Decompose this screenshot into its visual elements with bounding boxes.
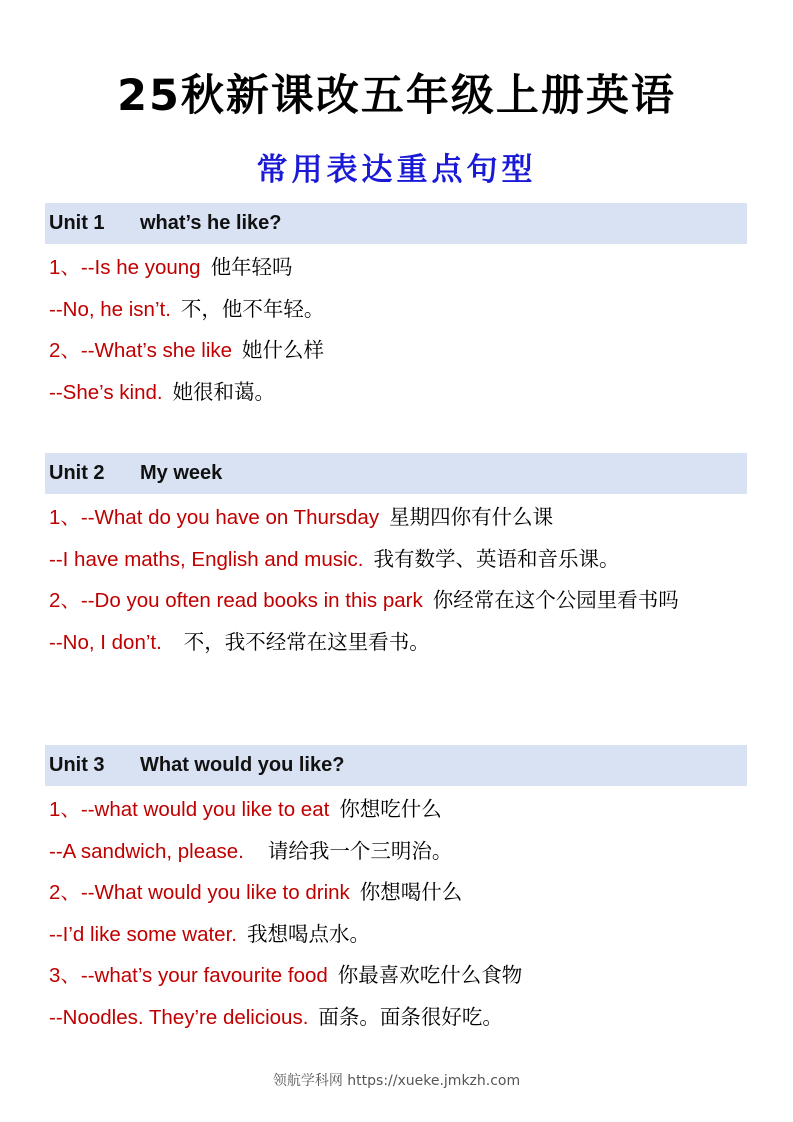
sentence-line <box>45 997 747 1039</box>
sentence-line <box>45 580 749 622</box>
sentence-line <box>45 539 747 581</box>
english-sentence: --I have maths, English and music. <box>49 547 364 571</box>
page-subtitle: 常用表达重点句型 <box>256 152 537 188</box>
sentence-line <box>45 955 747 997</box>
sentence-line <box>45 497 747 539</box>
english-sentence: --No, he isn’t. <box>49 297 171 321</box>
sentence-line <box>45 831 747 873</box>
chinese-translation: 我想喝点水。 <box>246 921 370 946</box>
sentence-line <box>45 789 747 831</box>
sentence-line <box>45 330 747 372</box>
english-sentence: --I’d like some water. <box>49 922 237 946</box>
chinese-translation: 你经常在这个公园里看书吗 <box>432 588 679 613</box>
english-sentence: 2、--Do you often read books in this park <box>49 589 423 613</box>
unit-number: Unit 2 <box>49 462 105 484</box>
unit-title: My week <box>140 462 223 484</box>
english-sentence: --She’s kind. <box>49 380 163 404</box>
chinese-translation: 她很和蔼。 <box>172 379 276 404</box>
chinese-translation: 你最喜欢吃什么食物 <box>337 963 523 988</box>
unit-number: Unit 1 <box>49 212 105 234</box>
english-sentence: 2、--What’s she like <box>49 339 233 363</box>
sentence-line <box>45 289 747 331</box>
chinese-translation: 不，他不年轻。 <box>180 296 325 321</box>
unit-section-2 <box>45 453 747 663</box>
english-sentence: --No, I don’t. <box>49 630 162 654</box>
unit-title: what’s he like? <box>140 212 282 234</box>
sentence-line <box>45 247 747 289</box>
english-sentence: 3、--what’s your favourite food <box>49 964 328 988</box>
english-sentence: 1、--Is he young <box>49 256 201 279</box>
unit-header <box>45 453 747 494</box>
unit-title: What would you like? <box>140 754 345 776</box>
page-title: 25秋新课改五年级上册英语 <box>117 71 676 121</box>
chinese-translation: 不，我不经常在这里看书。 <box>183 629 430 654</box>
chinese-translation: 面条。面条很好吃。 <box>318 1004 503 1029</box>
chinese-translation: 我有数学、英语和音乐课。 <box>373 546 620 571</box>
sentence-line <box>45 872 747 914</box>
unit-header <box>45 745 747 786</box>
unit-header <box>45 203 747 244</box>
unit-section-1 <box>45 203 747 413</box>
chinese-translation: 他年轻吗 <box>210 255 293 279</box>
chinese-translation: 你想吃什么 <box>339 797 442 821</box>
sentence-line <box>45 372 747 414</box>
chinese-translation: 请给我一个三明治。 <box>267 838 453 863</box>
chinese-translation: 你想喝什么 <box>359 880 463 905</box>
english-sentence: --Noodles. They’re delicious. <box>49 1005 309 1029</box>
english-sentence: 1、--What do you have on Thursday <box>49 506 380 529</box>
english-sentence: --A sandwich, please. <box>49 839 244 863</box>
unit-section-3 <box>45 745 747 1039</box>
english-sentence: 2、--What would you like to drink <box>49 881 350 905</box>
english-sentence: 1、--what would you like to eat <box>49 798 330 821</box>
chinese-translation: 她什么样 <box>242 338 325 363</box>
chinese-translation: 星期四你有什么课 <box>389 505 554 529</box>
unit-number: Unit 3 <box>49 754 105 776</box>
sentence-line <box>45 914 747 956</box>
sentence-line <box>45 622 747 664</box>
footer-watermark: 领航学科网 https://xueke.jmkzh.com <box>272 1073 521 1089</box>
